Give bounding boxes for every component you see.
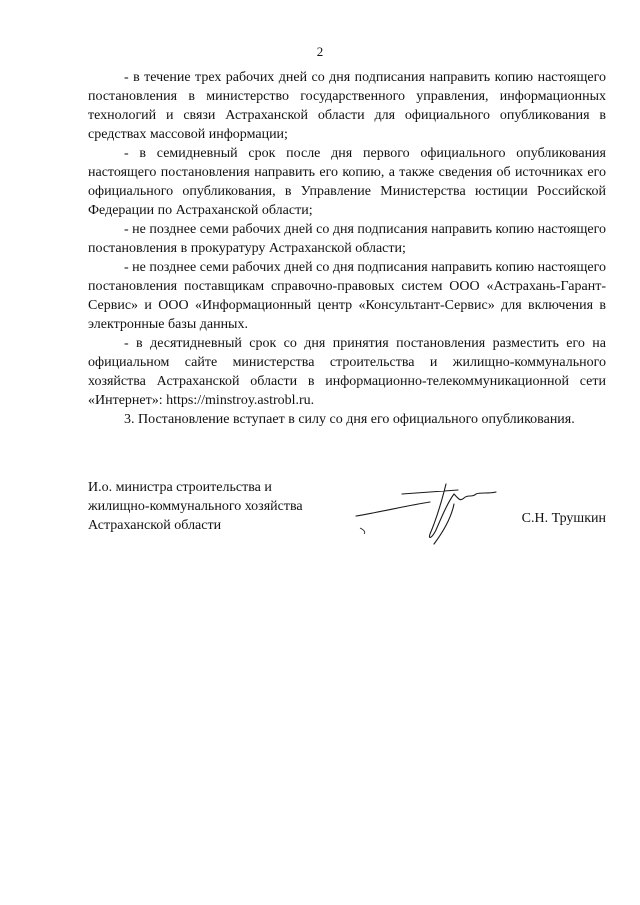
paragraph-entry-into-force: 3. Постановление вступает в силу со дня его официального опубликования. — [124, 412, 575, 427]
document-body — [88, 68, 606, 429]
paragraph-ministry-justice: - в семидневный срок после дня первого официального опубликования настоящего постановления направить его копию, а также сведения об источниках его официального опубликования, в Управление Министерства юстиции Российской Федерации по Астраханской области; — [88, 146, 606, 218]
signer-title — [88, 478, 303, 535]
paragraph-publication-media: - в течение трех рабочих дней со дня подписания направить копию настоящего постановления в министерство государственного управления, информационных технологий и связи Астраханской области для официального опубликования в средствах массовой информации; — [88, 70, 606, 142]
page-number: 2 — [316, 44, 324, 59]
signer-title-line: жилищно-коммунального хозяйства — [88, 499, 303, 514]
paragraph-website: - в десятидневный срок со дня принятия постановления разместить его на официальном сайте министерства строительства и жилищно-коммунального хозяйства Астраханской области в информационно-телекоммуникационной сети «Интернет»: https://minstroy.astrobl.ru. — [88, 336, 606, 408]
signer-name: С.Н. Трушкин — [521, 511, 606, 526]
signer-title-line: И.о. министра строительства и — [88, 480, 272, 495]
handwritten-signature — [350, 472, 510, 552]
paragraph-legal-systems: - не позднее семи рабочих дней со дня подписания направить копию настоящего постановления поставщикам справочно-правовых систем ООО «Астрахань-Гарант-Сервис» и ООО «Информационный центр «Консультант-Сервис» для включения в электронные базы данных. — [88, 260, 606, 332]
signature-block — [88, 478, 606, 558]
paragraph-prosecutor: - не позднее семи рабочих дней со дня подписания направить копию настоящего постановления в прокуратуру Астраханской области; — [88, 222, 606, 256]
signer-title-line: Астраханской области — [88, 518, 222, 533]
